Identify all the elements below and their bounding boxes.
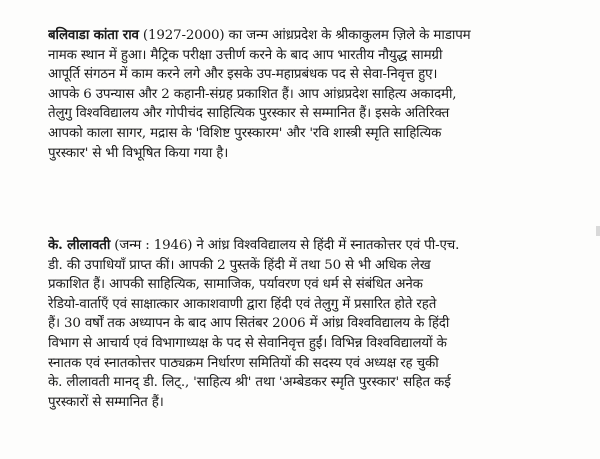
bio-line: स्नातक एवं स्नातकोत्तर पाठ्यक्रम निर्धारण समितियों की सदस्य एवं अध्यक्ष रह चुकी <box>48 355 439 371</box>
bio-line <box>48 236 578 256</box>
bio-line: तेलुगु विश्वविद्यालय और गोपीचंद साहित्यिक पुरस्कार से सम्मानित हैं। इसके अतिरिक्त <box>48 106 450 122</box>
bio-line: नामक स्थान में हुआ। मैट्रिक परीक्षा उत्तीर्ण करने के बाद आप भारतीय नौयुद्ध सामग्री <box>48 47 443 63</box>
bio-line: आपको काला सागर, मद्रास के 'विशिष्ट पुरस्कारम' और 'रवि शास्त्री स्मृति साहित्यिक <box>48 125 442 141</box>
bio-line: प्रकाशित हैं। आपकी साहित्यिक, सामाजिक, पर्यावरण एवं धर्म से संबंधित अनेक <box>48 277 423 293</box>
bio-paragraph-kanta-rao <box>48 26 578 163</box>
bio-line: रेडियो-वार्ताएँ एवं साक्षात्कार आकाशवाणी द्वारा हिंदी एवं तेलुगु में प्रसारित होते रहते <box>48 296 437 312</box>
bio-line: विभाग से आचार्य एवं विभागाध्यक्ष के पद से सेवानिवृत्त हुईं। विभिन्न विश्वविद्यालयों के <box>48 335 447 351</box>
bio-paragraph-leelavati <box>48 236 578 412</box>
bio-line: पुरस्कार' से भी विभूषित किया गया है। <box>48 145 229 161</box>
bio-line: आपके 6 उपन्यास और 2 कहानी-संग्रह प्रकाशित हैं। आप आंध्रप्रदेश साहित्य अकादमी, <box>48 86 457 102</box>
bio-line: आपूर्ति संगठन में काम करने लगे और इसके उप-महाप्रबंधक पद से सेवा-निवृत्त हुए। <box>48 67 438 83</box>
bio-line: डी. की उपाधियाँ प्राप्त कीं। आपकी 2 पुस्तकें हिंदी में तथा 50 से भी अधिक लेख <box>48 257 431 273</box>
scan-edge-mark <box>596 226 600 236</box>
bio-line <box>48 26 578 46</box>
bio-text: (1927-2000) का जन्म आंध्रप्रदेश के श्रीकाकुलम ज़िले के माडापम <box>138 28 471 43</box>
bio-line: के. लीलावती मानद् डी. लिट्., 'साहित्य श्री' तथा 'अम्बेडकर स्मृति पुरस्कार' सहित कई <box>48 375 451 391</box>
bio-text: (जन्म : 1946) ने आंध्र विश्वविद्यालय से हिंदी में स्नातकोत्तर एवं पी-एच. <box>110 238 460 253</box>
bio-name: बलिवाडा कांता राव <box>48 27 139 43</box>
bio-line: पुरस्कारों से सम्मानित हैं। <box>48 394 164 410</box>
bio-name: के. लीलावती <box>48 237 111 253</box>
bio-line: हैं। 30 वर्षों तक अध्यापन के बाद आप सितंबर 2006 में आंध्र विश्वविद्यालय के हिंदी <box>48 316 450 332</box>
